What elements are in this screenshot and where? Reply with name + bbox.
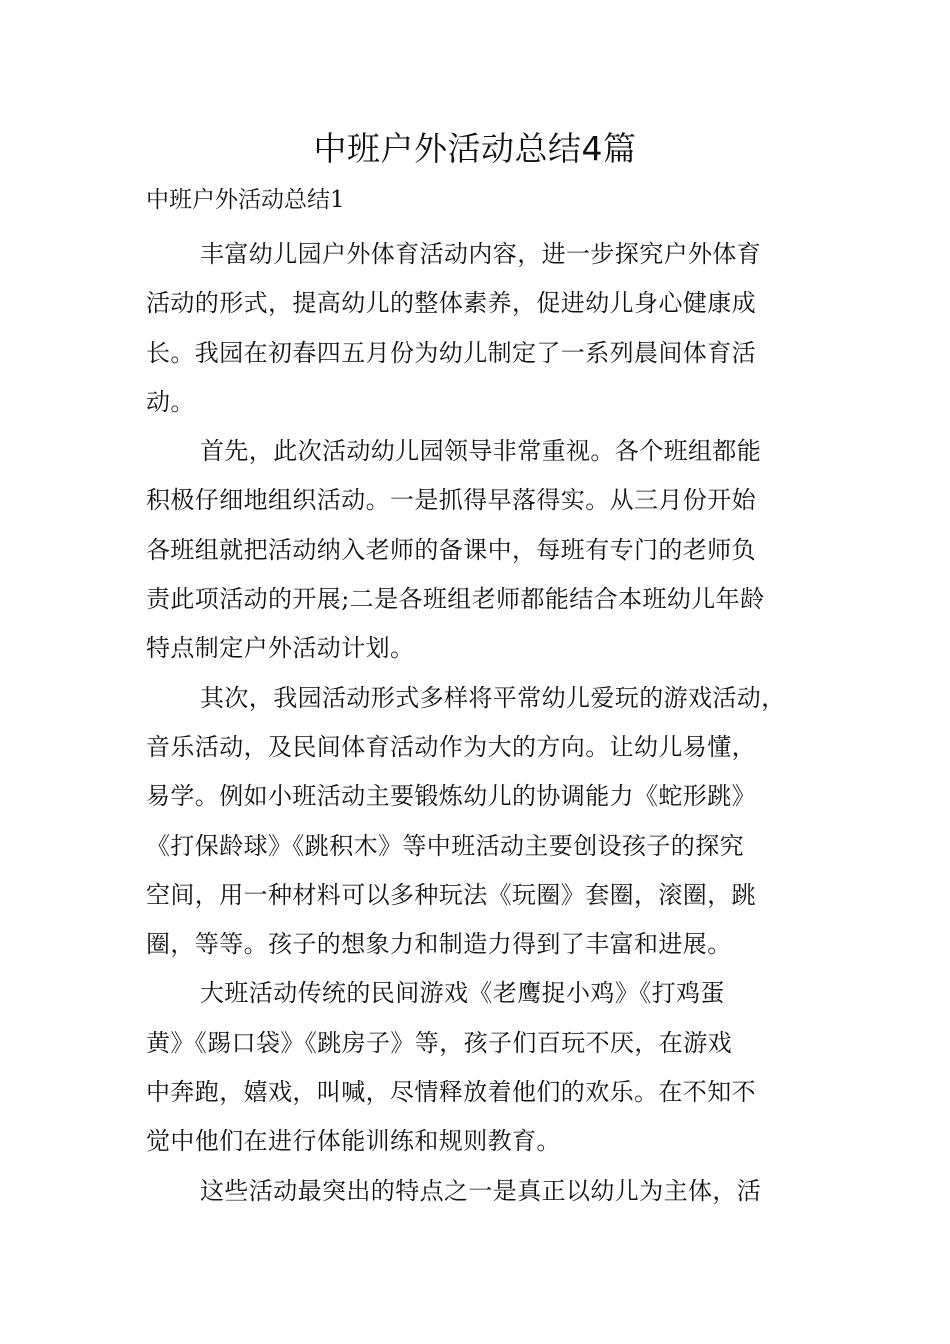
paragraph-line: 空间，用一种材料可以多种玩法《玩圈》套圈，滚圈，跳 (146, 880, 756, 909)
paragraph-line: 中奔跑，嬉戏，叫喊，尽情释放着他们的欢乐。在不知不 (146, 1078, 756, 1107)
paragraph-line: 特点制定户外活动计划。 (146, 634, 415, 663)
paragraph-line: 积极仔细地组织活动。一是抓得早落得实。从三月份开始 (146, 486, 756, 515)
paragraph-line: 大班活动传统的民间游戏《老鹰捉小鸡》《打鸡蛋 (200, 979, 725, 1008)
paragraph-line: 首先，此次活动幼儿园领导非常重视。各个班组都能 (200, 437, 762, 466)
paragraph-line: 责此项活动的开展;二是各班组老师都能结合本班幼儿年龄 (146, 585, 765, 614)
paragraph-3 (146, 674, 806, 970)
paragraph-line: 活动的形式，提高幼儿的整体素养，促进幼儿身心健康成 (146, 289, 756, 318)
document-title: 中班户外活动总结4篇 (313, 129, 637, 168)
paragraph-5 (146, 1167, 806, 1216)
paragraph-2 (146, 427, 806, 673)
paragraph-line: 圈，等等。孩子的想象力和制造力得到了丰富和进展。 (146, 930, 732, 959)
paragraph-line: 其次，我园活动形式多样将平常幼儿爱玩的游戏活动， (200, 683, 786, 712)
section-heading: 中班户外活动总结1 (146, 187, 345, 213)
document-body (146, 230, 806, 1216)
paragraph-line: 丰富幼儿园户外体育活动内容，进一步探究户外体育 (200, 240, 762, 268)
paragraph-line: 长。我园在初春四五月份为幼儿制定了一系列晨间体育活 (146, 338, 756, 367)
paragraph-line: 动。 (146, 387, 195, 416)
paragraph-line: 黄》《踢口袋》《跳房子》等，孩子们百玩不厌，在游戏 (146, 1028, 732, 1057)
paragraph-line: 《打保龄球》《跳积木》等中班活动主要创设孩子的探究 (146, 831, 744, 860)
paragraph-1 (146, 230, 806, 427)
paragraph-line: 音乐活动，及民间体育活动作为大的方向。让幼儿易懂， (146, 732, 756, 761)
paragraph-line: 这些活动最突出的特点之一是真正以幼儿为主体，活 (200, 1176, 762, 1205)
paragraph-4 (146, 969, 806, 1166)
paragraph-line: 觉中他们在进行体能训练和规则教育。 (146, 1127, 561, 1156)
paragraph-line: 易学。例如小班活动主要锻炼幼儿的协调能力《蛇形跳》 (146, 782, 756, 811)
paragraph-line: 各班组就把活动纳入老师的备课中，每班有专门的老师负 (146, 535, 756, 564)
